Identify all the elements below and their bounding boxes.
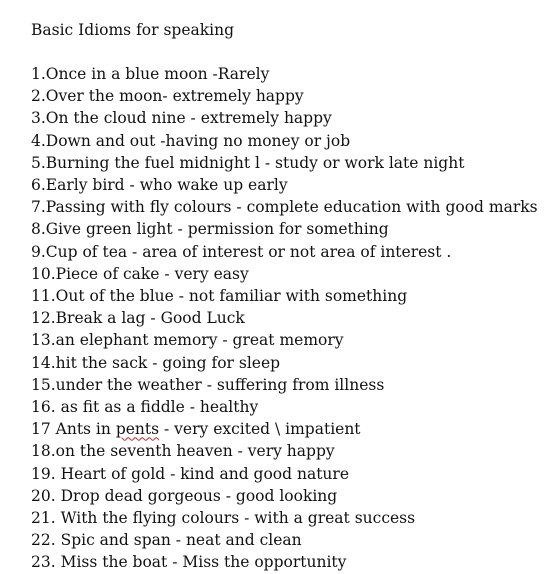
idiom-line-17-prefix: 17 Ants in <box>31 420 116 439</box>
idiom-line-17-suffix: - very excited \ impatient <box>159 420 361 439</box>
idiom-line-12: 12.Break a lag - Good Luck <box>31 309 245 328</box>
idiom-line-9: 9.Cup of tea - area of interest or not area of interest . <box>31 242 452 261</box>
idiom-line-15: 15.under the weather - suffering from illness <box>31 375 385 394</box>
idiom-line-6: 6.Early bird - who wake up early <box>31 176 288 195</box>
idiom-line-16: 16. as fit as a fiddle - healthy <box>31 398 259 417</box>
idiom-line-14: 14.hit the sack - going for sleep <box>31 353 281 372</box>
idiom-line-1: 1.Once in a blue moon -Rarely <box>31 65 270 83</box>
idiom-line-11: 11.Out of the blue - not familiar with something <box>31 287 408 306</box>
idiom-line-23: 23. Miss the boat - Miss the opportunity <box>31 553 347 572</box>
idiom-line-10: 10.Piece of cake - very easy <box>31 264 249 283</box>
idiom-line-21: 21. With the flying colours - with a great success <box>31 509 416 528</box>
idiom-line-20: 20. Drop dead gorgeous - good looking <box>31 486 338 505</box>
idiom-line-7: 7.Passing with fly colours - complete education with good marks <box>31 198 538 217</box>
idiom-line-18: 18.on the seventh heaven - very happy <box>31 442 335 461</box>
idiom-list <box>31 63 552 574</box>
idiom-line-8: 8.Give green light - permission for something <box>31 220 389 239</box>
document-page <box>31 19 552 574</box>
idiom-line-17 <box>31 418 552 440</box>
idiom-line-3: 3.On the cloud nine - extremely happy <box>31 109 332 128</box>
idiom-line-13: 13.an elephant memory - great memory <box>31 331 344 350</box>
idiom-line-22: 22. Spic and span - neat and clean <box>31 531 302 550</box>
spellcheck-flagged-word: pents <box>115 420 160 439</box>
idiom-line-4: 4.Down and out -having no money or job <box>31 131 351 150</box>
idiom-line-19: 19. Heart of gold - kind and good nature <box>31 464 349 483</box>
document-title: Basic Idioms for speaking <box>31 21 235 39</box>
idiom-line-5: 5.Burning the fuel midnight l - study or work late night <box>31 153 465 172</box>
idiom-line-2: 2.Over the moon- extremely happy <box>31 87 304 106</box>
